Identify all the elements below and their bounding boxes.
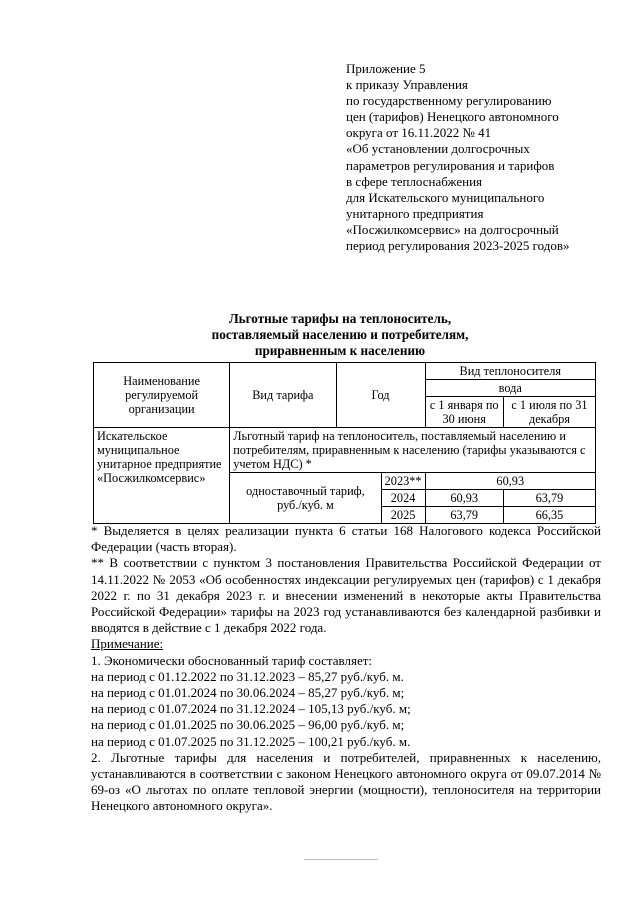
- tariff-type-cell: одноставочный тариф, руб./куб. м: [230, 473, 381, 524]
- notes-heading: Примечание:: [91, 636, 164, 652]
- appendix-line: округа от 16.11.2022 № 41: [346, 125, 492, 141]
- document-title: [120, 311, 560, 359]
- header-carrier-kind: Вид теплоносителя: [425, 363, 595, 380]
- appendix-header: [346, 61, 616, 254]
- year-cell: 2024: [381, 490, 425, 507]
- appendix-line: в сфере теплоснабжения: [346, 173, 483, 189]
- value-cell: 60,93: [425, 490, 503, 507]
- header-year: Год: [336, 363, 425, 428]
- value-cell: 60,93: [425, 473, 595, 490]
- header-period-2: с 1 июля по 31 декабря: [503, 397, 595, 428]
- value-cell: 66,35: [503, 507, 595, 524]
- value-cell: 63,79: [425, 507, 503, 524]
- org-name-cell: Искательское муниципальное унитарное предприятие «Посжилкомсервис»: [94, 428, 230, 524]
- title-line: приравненным к населению: [254, 343, 426, 358]
- footnote-vat: * Выделяется в целях реализации пункта 6 статьи 168 Налогового кодекса Российской Федерации (часть вторая).: [91, 523, 601, 555]
- header-tariff-kind: Вид тарифа: [230, 363, 336, 428]
- year-cell: 2025: [381, 507, 425, 524]
- appendix-line: «Об установлении долгосрочных: [346, 141, 530, 157]
- appendix-line: для Искательского муниципального: [346, 189, 545, 205]
- appendix-line: цен (тарифов) Ненецкого автономного: [346, 109, 559, 125]
- footer-divider: [304, 859, 378, 860]
- appendix-line: параметров регулирования и тарифов: [346, 157, 555, 173]
- value-cell: 63,79: [503, 490, 595, 507]
- footnote-2023: ** В соответствии с пунктом 3 постановления Правительства Российской Федерации от 14.11.2022 № 2053 «Об особенностях индексации регулируемых цен (тарифов) с 1 декабря 2022 г. по 31 декабря 2023 г. и внесении изменений в некоторые акты Правительства Российской Федерации» тарифы на 2023 год устанавливаются без календарной разбивки и вводятся в действие с 1 декабря 2022 года.: [91, 555, 601, 636]
- title-line: поставляемый населению и потребителям,: [211, 327, 469, 342]
- appendix-line: Приложение 5: [346, 61, 426, 76]
- note-item-1: 1. Экономически обоснованный тариф составляет:: [91, 652, 373, 668]
- tariff-description: Льготный тариф на теплоноситель, поставляемый населению и потребителям, приравненным к населению (тарифы указываются с учетом НДС) *: [230, 428, 596, 473]
- period-line: на период с 01.01.2024 по 30.06.2024 – 85,27 руб./куб. м;: [91, 685, 405, 701]
- header-org: Наименование регулируемой организации: [94, 363, 230, 428]
- period-line: на период с 01.01.2025 по 30.06.2025 – 96,00 руб./куб. м;: [91, 717, 405, 733]
- appendix-line: «Посжилкомсервис» на долгосрочный: [346, 221, 559, 237]
- title-line: Льготные тарифы на теплоноситель,: [228, 311, 452, 326]
- header-period-1: с 1 января по 30 июня: [425, 397, 503, 428]
- period-line: на период с 01.07.2025 по 31.12.2025 – 100,21 руб./куб. м.: [91, 733, 411, 749]
- note-item-2: 2. Льготные тарифы для населения и потребителей, приравненных к населению, устанавливаются в соответствии с законом Ненецкого автономного округа от 09.07.2014 № 69-оз «О льготах по оплате тепловой энергии (мощности), теплоносителя на территории Ненецкого автономного округа».: [91, 749, 601, 814]
- appendix-line: к приказу Управления: [346, 77, 468, 93]
- appendix-line: по государственному регулированию: [346, 93, 552, 109]
- appendix-line: унитарного предприятия: [346, 205, 484, 221]
- header-water: вода: [425, 380, 595, 397]
- year-cell: 2023**: [381, 473, 425, 490]
- period-line: на период с 01.07.2024 по 31.12.2024 – 105,13 руб./куб. м;: [91, 701, 411, 717]
- tariff-table: [93, 362, 596, 524]
- notes-section: [91, 523, 601, 815]
- appendix-line: период регулирования 2023-2025 годов»: [346, 238, 570, 254]
- period-line: на период с 01.12.2022 по 31.12.2023 – 85,27 руб./куб. м.: [91, 668, 404, 684]
